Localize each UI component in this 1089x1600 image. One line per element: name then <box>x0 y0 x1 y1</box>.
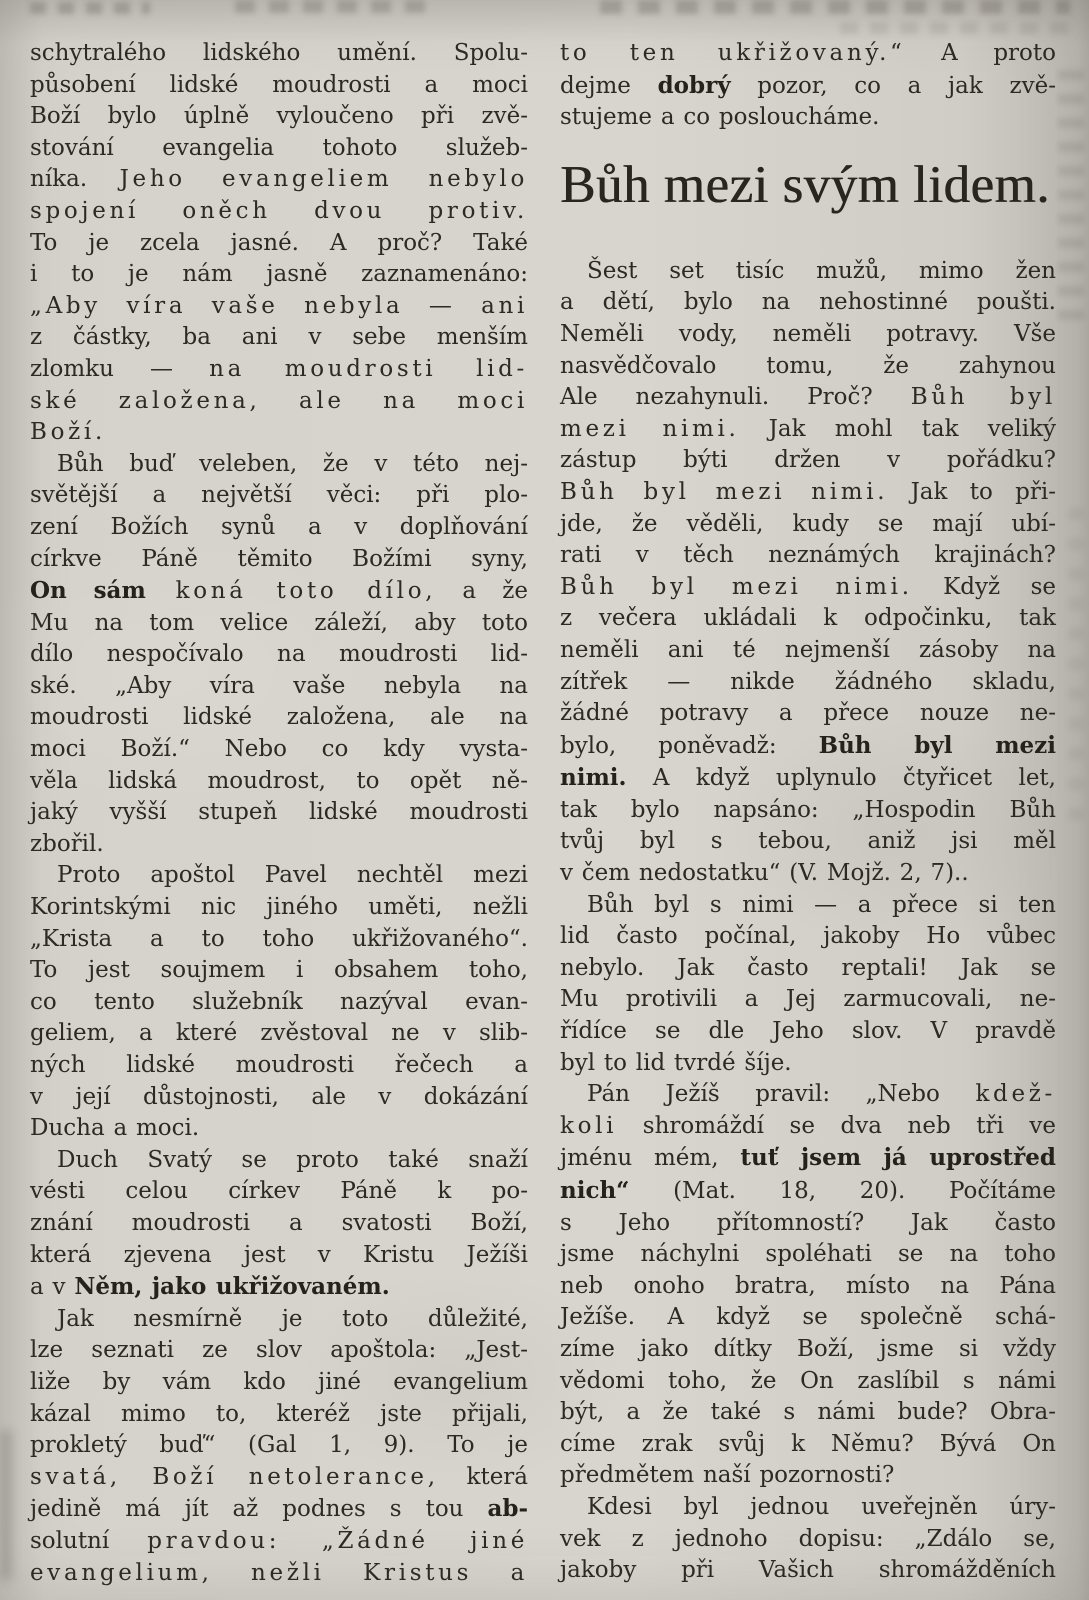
text-run: prokletý buď“ (Gal 1, 9). To je <box>30 1432 528 1459</box>
paragraph <box>30 860 528 1144</box>
text-run: A proto <box>905 40 1056 66</box>
text-run: Proto apoštol Pavel nechtěl mezi <box>57 862 528 889</box>
text-line <box>30 480 528 512</box>
text-run: jaký vyšší stupeň lidské moudrosti <box>30 799 528 826</box>
paragraph <box>560 890 1056 1080</box>
text-run: Jak mohl tak veliký <box>739 415 1056 442</box>
text-run: A když uplynulo čtyřicet let, <box>626 765 1056 792</box>
text-run: dílo nespočívalo na moudrosti lid- <box>30 641 528 668</box>
text-line <box>560 509 1056 541</box>
text-line <box>30 1271 528 1304</box>
text-line <box>30 892 528 924</box>
text-run: schytralého lidského umění. Spolu- <box>30 40 528 66</box>
text-line <box>30 1145 528 1177</box>
text-line <box>30 1430 528 1462</box>
text-run: nich“ <box>560 1177 630 1204</box>
text-run: která <box>438 1463 529 1490</box>
text-line <box>560 890 1056 922</box>
text-line <box>560 1175 1056 1208</box>
text-run: níka. <box>30 166 120 193</box>
text-run: bylo, poněvadž: <box>560 732 819 759</box>
text-run: pravdou: „Žádné jiné <box>147 1527 528 1554</box>
text-run: spojení oněch dvou protiv. <box>30 197 528 224</box>
article-heading: Bůh mezi svým lidem. <box>560 155 1050 214</box>
text-line <box>560 953 1056 985</box>
text-line <box>560 698 1056 730</box>
text-run: v její důstojnosti, ale v dokázání <box>30 1083 528 1110</box>
text-run: On sám <box>30 577 146 605</box>
text-run: být, a že také s námi bude? Obra- <box>560 1399 1056 1426</box>
text-run: Jak nesmírně je toto důležité, <box>57 1305 528 1332</box>
bleed-through-mark <box>1068 500 1084 820</box>
text-run: Boží. <box>30 419 106 446</box>
text-run: Bůh byl <box>910 384 1057 411</box>
text-run: nebylo. Jak často reptali! Jak se <box>560 954 1056 981</box>
text-line <box>560 984 1056 1016</box>
text-line <box>30 1113 528 1145</box>
text-line <box>560 1271 1056 1303</box>
text-run: Šest set tisíc mužů, mimo žen <box>587 257 1056 284</box>
text-line <box>30 924 528 956</box>
text-run: nasvědčovalo tomu, že zahynou <box>560 352 1056 379</box>
text-line <box>560 603 1056 635</box>
text-run: moudrosti lidské založena, ale na <box>30 704 528 731</box>
bleed-through-mark <box>30 2 150 14</box>
text-line <box>30 1208 528 1240</box>
text-run: Jeho evangeliem nebylo <box>119 166 528 193</box>
text-run: jsme náchylni spoléhati se na toho <box>560 1241 1056 1268</box>
text-line <box>560 1302 1056 1334</box>
text-run: Něm, jako ukřižovaném. <box>74 1273 390 1301</box>
paragraph <box>560 256 1056 890</box>
text-line <box>30 1367 528 1399</box>
paragraph <box>30 38 528 449</box>
text-run: věla lidská moudrost, to opět ně- <box>30 767 528 794</box>
text-line <box>30 987 528 1019</box>
left-column <box>30 38 528 1589</box>
text-run: Když se <box>912 573 1056 600</box>
text-run: jde, že věděli, kudy se mají ubí- <box>560 510 1056 537</box>
text-line <box>30 70 528 102</box>
text-line <box>30 164 528 196</box>
text-run: koná toto dílo, <box>145 578 437 605</box>
text-line <box>560 477 1056 509</box>
text-run: předmětem naší pozornosti? <box>560 1462 895 1489</box>
text-run: kdež- <box>975 1081 1056 1108</box>
text-run: tuť jsem já uprostřed <box>740 1144 1056 1172</box>
text-run: Boží bylo úplně vyloučeno při zvě- <box>30 103 528 130</box>
text-run: vésti celou církev Páně k po- <box>30 1178 528 1205</box>
text-line <box>560 1397 1056 1429</box>
text-line <box>560 572 1056 604</box>
text-line <box>30 1399 528 1431</box>
text-line <box>30 608 528 640</box>
text-run: vědomi toho, že On zaslíbil s námi <box>560 1367 1056 1394</box>
text-line <box>30 766 528 798</box>
text-line <box>560 826 1056 858</box>
text-run: Mu protivili a Jej zarmucovali, ne- <box>560 986 1056 1013</box>
text-line <box>30 417 528 449</box>
text-run: stování evangelia tohoto služeb- <box>30 134 528 161</box>
text-run: evangelium, nežli Kristus a <box>30 1559 528 1586</box>
text-line <box>30 38 528 70</box>
text-line <box>560 319 1056 351</box>
text-run: Bůh byl s nimi — a přece si ten <box>587 891 1056 918</box>
text-line <box>30 1176 528 1208</box>
text-run: solutní <box>30 1527 148 1554</box>
text-run: Ale nezahynuli. Proč? <box>560 384 911 411</box>
text-line <box>560 795 1056 827</box>
text-line <box>30 544 528 576</box>
text-line <box>30 1558 528 1590</box>
text-run: neměli ani té nejmenší zásoby na <box>560 636 1056 663</box>
text-line <box>560 1429 1056 1461</box>
text-line <box>560 858 1056 890</box>
text-run: címe zrak svůj k Němu? Bývá On <box>560 1430 1056 1457</box>
text-run: Bůh buď veleben, že v této nej- <box>57 450 528 477</box>
text-line <box>30 1018 528 1050</box>
text-line <box>30 860 528 892</box>
text-line <box>30 386 528 418</box>
text-run: dobrý <box>657 71 731 99</box>
text-line <box>560 1016 1056 1048</box>
text-run: „Krista a to toho ukřižovaného“. <box>30 925 528 952</box>
text-run: lze seznati ze slov apoštola: „Jest- <box>30 1337 528 1364</box>
text-run: i to je nám jasně zaznamenáno: <box>30 261 528 288</box>
text-line <box>30 228 528 260</box>
text-run: kázal mimo to, kteréž jste přijali, <box>30 1400 528 1427</box>
text-run: to ten ukřižovaný.“ <box>560 40 906 66</box>
text-line <box>30 955 528 987</box>
text-run: liže by vám kdo jiné evangelium <box>30 1368 528 1395</box>
text-line <box>560 1524 1056 1556</box>
text-run: pozor, co a jak zvě- <box>730 72 1056 99</box>
text-line <box>560 382 1056 414</box>
text-run: Ježíše. A když se společně schá- <box>560 1304 1056 1331</box>
text-line <box>30 322 528 354</box>
text-run: a dětí, bylo na nehostinné poušti. <box>560 289 1056 316</box>
right-column <box>560 38 1056 1587</box>
text-run: To je zcela jasné. A proč? Také <box>30 229 528 256</box>
text-run: církve Páně těmito Božími syny, <box>30 545 528 572</box>
text-line <box>30 133 528 165</box>
text-line <box>560 1492 1056 1524</box>
text-run: vek z jednoho dopisu: „Zdálo se, <box>560 1525 1056 1552</box>
text-line <box>560 102 1056 134</box>
text-line <box>560 1111 1056 1143</box>
text-run: jménu mém, <box>560 1145 741 1172</box>
paragraph <box>30 449 528 861</box>
text-run: rati v těch neznámých krajinách? <box>560 542 1056 569</box>
bleed-through-mark <box>235 0 435 13</box>
text-line <box>560 287 1056 319</box>
text-line <box>30 734 528 766</box>
text-run: lid často počínal, jakoby Ho vůbec <box>560 923 1056 950</box>
text-line <box>560 762 1056 795</box>
text-run: shromáždí se dva neb tři ve <box>617 1112 1056 1139</box>
text-run: jakoby při Vašich shromážděních <box>560 1557 1056 1584</box>
text-run: dejme <box>560 72 658 99</box>
text-line <box>30 1082 528 1114</box>
text-line <box>560 1460 1056 1492</box>
text-run: Neměli vody, neměli potravy. Vše <box>560 320 1056 347</box>
text-line <box>30 291 528 323</box>
text-run: ské založena, ale na moci <box>30 387 528 414</box>
text-line <box>560 256 1056 288</box>
text-run: zbořil. <box>30 830 104 857</box>
text-line <box>30 1240 528 1272</box>
text-run: a že <box>436 578 528 605</box>
text-run: z částky, ba ani v sebe menším <box>30 324 528 351</box>
text-run: zíme jako dítky Boží, jsme si vždy <box>560 1335 1056 1362</box>
paragraph <box>560 1079 1056 1492</box>
paragraph <box>30 1145 528 1304</box>
text-run: tak bylo napsáno: „Hospodin Bůh <box>560 796 1056 823</box>
text-run: žádné potravy a přece nouze ne- <box>560 700 1056 727</box>
text-run: (Mat. 18, 20). Počítáme <box>629 1178 1056 1204</box>
text-line <box>30 797 528 829</box>
text-run: ab- <box>487 1495 528 1523</box>
text-run: řídíce se dle Jeho slov. V pravdě <box>560 1018 1056 1045</box>
text-run: která zjevena jest v Kristu Ježíši <box>30 1241 528 1268</box>
text-line <box>560 635 1056 667</box>
text-line <box>560 70 1056 103</box>
text-line <box>560 1334 1056 1366</box>
text-run: geliem, a které zvěstoval ne v slib- <box>30 1020 528 1047</box>
bleed-through-mark <box>600 0 1070 14</box>
text-run: Duch Svatý se proto také snaží <box>57 1146 528 1173</box>
text-run: zástup býti držen v pořádku? <box>560 447 1056 474</box>
text-run: v čem nedostatku“ (V. Mojž. 2, 7).. <box>560 860 969 887</box>
bleed-through-mark <box>1058 60 1084 320</box>
text-run: koli <box>560 1112 618 1139</box>
text-run: zlomku — <box>30 355 210 382</box>
text-line <box>560 1079 1056 1111</box>
text-run: z večera ukládali k odpočinku, tak <box>560 605 1056 632</box>
text-line <box>560 1366 1056 1398</box>
text-run: jedině má jít až podnes s tou <box>30 1496 488 1523</box>
text-run: svatá, Boží netolerance, <box>30 1463 439 1490</box>
text-run: znání moudrosti a svatosti Boží, <box>30 1209 528 1236</box>
text-line <box>30 101 528 133</box>
text-run: na moudrosti lid- <box>209 355 528 382</box>
text-line <box>560 1048 1056 1080</box>
text-line <box>30 354 528 386</box>
text-run: ných lidské moudrosti řečech a <box>30 1052 528 1078</box>
text-run: s Jeho přítomností? Jak často <box>560 1209 1056 1236</box>
text-run: zítřek — nikde žádného skladu, <box>560 668 1056 695</box>
bleed-through-mark <box>0 1430 12 1580</box>
paragraph <box>560 38 1056 134</box>
text-line <box>30 196 528 228</box>
text-run: Ducha a moci. <box>30 1115 200 1142</box>
text-run: světější a největší věci: při plo- <box>30 482 528 509</box>
text-run: tvůj byl s tebou, aniž jsi měl <box>560 828 1056 855</box>
paragraph <box>30 1304 528 1589</box>
text-run: byl to lid tvrdé šíje. <box>560 1049 792 1076</box>
text-line <box>560 414 1056 446</box>
text-line <box>30 1526 528 1558</box>
text-line <box>560 351 1056 383</box>
text-run: neb onoho bratra, místo na Pána <box>560 1272 1056 1299</box>
text-run: Bůh byl mezi <box>818 731 1056 759</box>
text-line <box>560 667 1056 699</box>
text-line <box>560 921 1056 953</box>
text-line <box>30 259 528 291</box>
text-line <box>560 445 1056 477</box>
text-run: mezi nimi. <box>560 415 740 442</box>
text-run: To jest soujmem i obsahem toho, <box>30 957 528 984</box>
text-line <box>560 730 1056 763</box>
text-line <box>560 540 1056 572</box>
text-line <box>560 1142 1056 1175</box>
text-run: zení Božích synů a v doplňování <box>30 513 528 540</box>
text-run: Pán Ježíš pravil: „Nebo <box>587 1081 976 1108</box>
text-line <box>30 639 528 671</box>
text-run: a v <box>30 1274 75 1301</box>
text-line <box>30 1335 528 1367</box>
text-run: Korintskými nic jiného uměti, nežli <box>30 894 528 921</box>
text-run: Kdesi byl jednou uveřejněn úry- <box>587 1493 1056 1520</box>
text-line <box>30 1304 528 1336</box>
text-run: ské. „Aby víra vaše nebyla na <box>30 672 528 699</box>
text-run: Mu na tom velice záleží, aby toto <box>30 609 528 636</box>
text-run: Bůh byl mezi nimi. <box>560 478 889 505</box>
text-run: co tento služebník nazýval evan- <box>30 988 528 1015</box>
text-line <box>30 449 528 481</box>
text-line <box>560 1208 1056 1240</box>
text-run: Jak to při- <box>888 478 1056 505</box>
text-line <box>30 671 528 703</box>
text-line <box>30 702 528 734</box>
text-run: stujeme a co posloucháme. <box>560 104 880 131</box>
text-line <box>30 1462 528 1494</box>
text-line <box>560 1555 1056 1587</box>
bleed-through-mark <box>840 22 1070 34</box>
paragraph <box>560 1492 1056 1587</box>
text-line <box>560 38 1056 70</box>
text-line <box>30 1050 528 1082</box>
text-line <box>30 575 528 608</box>
text-run: „Aby víra vaše nebyla — ani <box>30 292 528 319</box>
text-run: moci Boží.“ Nebo co kdy vysta- <box>30 736 528 763</box>
text-line <box>30 1493 528 1526</box>
text-line <box>560 1239 1056 1271</box>
text-line <box>30 512 528 544</box>
text-run: Bůh byl mezi nimi. <box>560 573 913 600</box>
text-line <box>30 829 528 861</box>
text-run: nimi. <box>560 764 627 792</box>
text-run: působení lidské moudrosti a moci <box>30 71 528 98</box>
